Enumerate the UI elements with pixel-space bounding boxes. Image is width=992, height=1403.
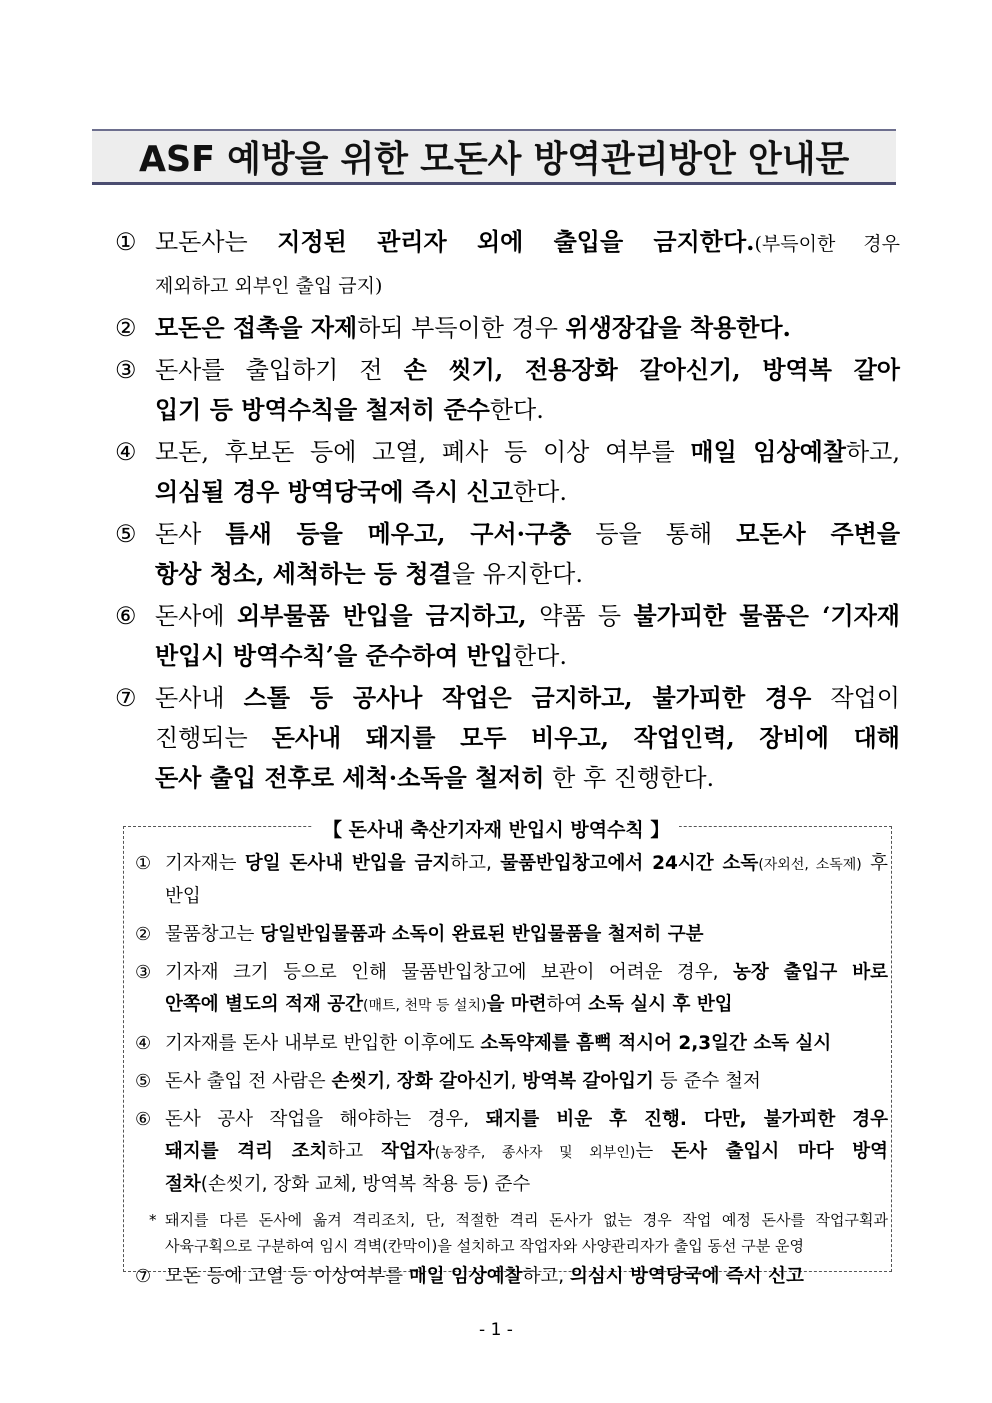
item-number: ③ — [115, 356, 137, 384]
page-title: ASF 예방을 위한 모돈사 방역관리방안 안내문 — [138, 139, 850, 180]
list-item: ⑥ 돈사에 외부물품 반입을 금지하고, 약품 등 불가피한 물품은 ‘기자재 반입시 방역수칙’을 준수하여 반입한다. — [115, 596, 900, 676]
item-number: ② — [115, 314, 137, 342]
list-item: ⑤ 돈사 출입 전 사람은 손씻기, 장화 갈아신기, 방역복 갈아입기 등 준수 철저 — [135, 1071, 761, 1092]
item-number: ⑦ — [115, 684, 137, 712]
list-item: ② 모돈은 접촉을 자제하되 부득이한 경우 위생장갑을 착용한다. — [115, 308, 900, 348]
list-item: ① 기자재는 당일 돈사내 반입을 금지하고, 물품반입창고에서 24시간 소독(자외선, 소독제) 후 반입 — [135, 853, 888, 907]
list-item: ⑥ 돈사 공사 작업을 해야하는 경우, 돼지를 비운 후 진행. 다만, 불가피한 경우 돼지를 격리 조치하고 작업자(농장주, 종사자 및 외부인)는 돈사 출입시 마다 방역 절차(손씻기, 장화 교체, 방역복 착용 등) 준수 — [135, 1109, 889, 1195]
list-item: ⑤ 돈사 틈새 등을 메우고, 구서·구충 등을 통해 모돈사 주변을 항상 청소, 세척하는 등 청결을 유지한다. — [115, 514, 900, 594]
item-number: ⑤ — [115, 520, 137, 548]
rules-box-title: 【 돈사내 축산기자재 반입시 방역수칙 】 — [313, 815, 679, 842]
list-item: ③ 돈사를 출입하기 전 손 씻기, 전용장화 갈아신기, 방역복 갈아 입기 등 방역수칙을 철저히 준수한다. — [115, 350, 900, 430]
footnote: * 돼지를 다른 돈사에 옮겨 격리조치, 단, 적절한 격리 돈사가 없는 경우 작업 예정 돈사를 작업구획과 사육구획으로 구분하여 임시 격벽(칸막이)을 설치하고 작업자와 사양관리자가 출입 동선 구분 운영 — [149, 1211, 888, 1255]
item-number: ① — [115, 228, 137, 256]
list-item: ① 모돈사는 지정된 관리자 외에 출입을 금지한다.(부득이한 경우 제외하고 외부인 출입 금지) — [115, 222, 900, 306]
list-item: ② 물품창고는 당일반입물품과 소독이 완료된 반입물품을 철저히 구분 — [135, 924, 704, 945]
list-item: ④ 기자재를 돈사 내부로 반입한 이후에도 소독약제를 흠뻑 적시어 2,3일간 소독 실시 — [135, 1033, 832, 1054]
title-box — [92, 129, 896, 185]
guideline-list — [115, 222, 900, 800]
list-item: ⑦ 모돈 등에 고열 등 이상여부를 매일 임상예찰하고, 의심시 방역당국에 즉시 신고 — [135, 1266, 804, 1287]
list-item: ④ 모돈, 후보돈 등에 고열, 폐사 등 이상 여부를 매일 임상예찰하고, 의심될 경우 방역당국에 즉시 신고한다. — [115, 432, 900, 512]
rules-list — [135, 848, 888, 1299]
item-number: ④ — [115, 438, 137, 466]
list-item: ⑦ 돈사내 스톨 등 공사나 작업은 금지하고, 불가피한 경우 작업이 진행되는 돈사내 돼지를 모두 비우고, 작업인력, 장비에 대해 돈사 출입 전후로 세척·소독을 철저히 한 후 진행한다. — [115, 678, 900, 798]
item-number: ⑥ — [115, 602, 137, 630]
list-item: ③ 기자재 크기 등으로 인해 물품반입창고에 보관이 어려운 경우, 농장 출입구 바로 안쪽에 별도의 적재 공간(매트, 천막 등 설치)을 마련하여 소독 실시 후 반입 — [135, 962, 888, 1015]
page-number: - 1 - — [479, 1320, 513, 1340]
